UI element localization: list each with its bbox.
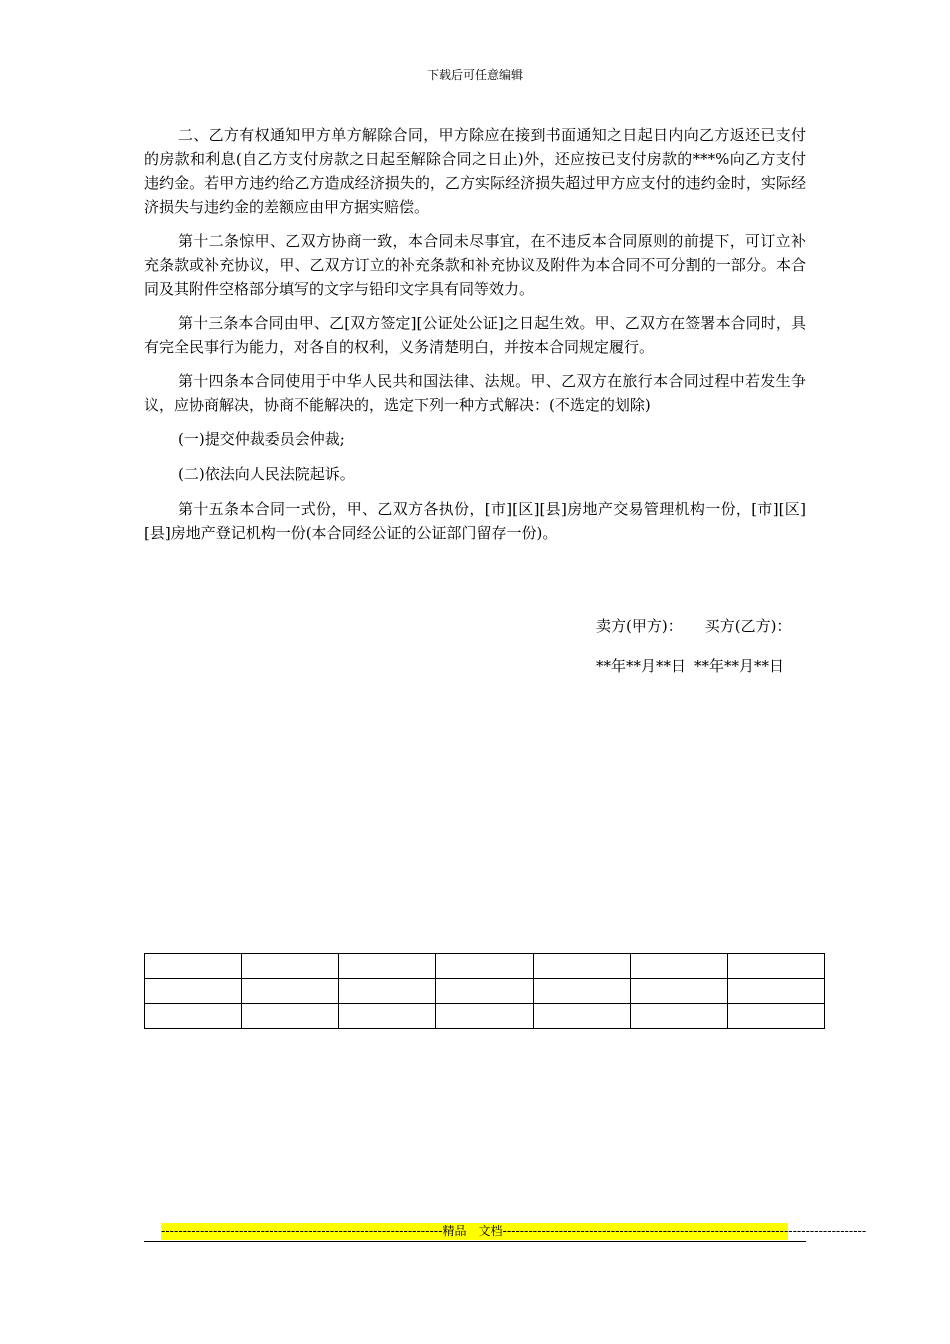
table-cell xyxy=(339,1004,436,1029)
table-row xyxy=(145,979,825,1004)
buyer-date: **年**月**日 xyxy=(694,657,785,675)
signature-labels xyxy=(596,614,791,638)
table-cell xyxy=(339,954,436,979)
footer-dashes-right: ------------------------------------------------------------------------------------ xyxy=(502,1224,867,1238)
paragraph-article-15: 第十五条本合同一式份，甲、乙双方各执份，[市][区][县]房地产交易管理机构一份，[市][区][县]房地产登记机构一份(本合同经公证的公证部门留存一份)。 xyxy=(144,500,806,542)
table-cell xyxy=(727,979,824,1004)
table-cell xyxy=(242,954,339,979)
footer-rule xyxy=(144,1241,806,1242)
paragraph-article-12: 第十二条惊甲、乙双方协商一致，本合同未尽事宜，在不违反本合同原则的前提下，可订立补充条款或补充协议，甲、乙双方订立的补充条款和补充协议及附件为本合同不可分割的一部分。本合同及其附件空格部分填写的文字与铅印文字具有同等效力。 xyxy=(144,232,806,298)
seller-label: 卖方(甲方)： xyxy=(596,617,683,635)
table-cell xyxy=(436,954,533,979)
table-cell xyxy=(436,979,533,1004)
paragraph-article-13: 第十三条本合同由甲、乙[双方签定][公证处公证]之日起生效。甲、乙双方在签署本合同时，具有完全民事行为能力，对各自的权利，义务清楚明白，并按本合同规定履行。 xyxy=(144,314,806,356)
table-cell xyxy=(145,954,242,979)
table-cell xyxy=(533,979,630,1004)
table-cell xyxy=(242,979,339,1004)
header-note: 下载后可任意编辑 xyxy=(426,68,523,82)
footer-dashes-left: ----------------------------------------------------------------- xyxy=(161,1224,443,1238)
paragraph-termination-right: 二、乙方有权通知甲方单方解除合同，甲方除应在接到书面通知之日起日内向乙方返还已支付的房款和利息(自乙方支付房款之日起至解除合同之日止)外，还应按已支付房款的***%向乙方支付违约金。若甲方违约给乙方造成经济损失的，乙方实际经济损失超过甲方应支付的违约金时，实际经济损失与违约金的差额应由甲方据实赔偿。 xyxy=(144,126,806,216)
paragraph-article-14: 第十四条本合同使用于中华人民共和国法律、法规。甲、乙双方在旅行本合同过程中若发生争议，应协商解决，协商不能解决的，选定下列一种方式解决：(不选定的划除) xyxy=(144,372,806,414)
table-cell xyxy=(727,1004,824,1029)
table-cell xyxy=(145,1004,242,1029)
signature-dates xyxy=(596,654,784,678)
table-cell xyxy=(339,979,436,1004)
paragraph-option-court: (二)依法向人民法院起诉。 xyxy=(178,465,355,483)
blank-table xyxy=(144,953,825,1029)
table-cell xyxy=(145,979,242,1004)
blank-table-body xyxy=(145,954,825,1029)
table-cell xyxy=(242,1004,339,1029)
footer-label: 精品 文档 xyxy=(442,1224,503,1238)
table-cell xyxy=(630,954,727,979)
table-cell xyxy=(630,1004,727,1029)
table-cell xyxy=(630,979,727,1004)
seller-date: **年**月**日 xyxy=(596,657,687,675)
table-row xyxy=(145,1004,825,1029)
contract-body xyxy=(144,123,806,555)
table-cell xyxy=(533,954,630,979)
table-cell xyxy=(436,1004,533,1029)
buyer-label: 买方(乙方)： xyxy=(704,617,792,635)
table-cell xyxy=(727,954,824,979)
table-cell xyxy=(533,1004,630,1029)
footer-banner xyxy=(161,1223,867,1240)
paragraph-option-arbitration: (一)提交仲裁委员会仲裁; xyxy=(178,430,345,448)
table-row xyxy=(145,954,825,979)
